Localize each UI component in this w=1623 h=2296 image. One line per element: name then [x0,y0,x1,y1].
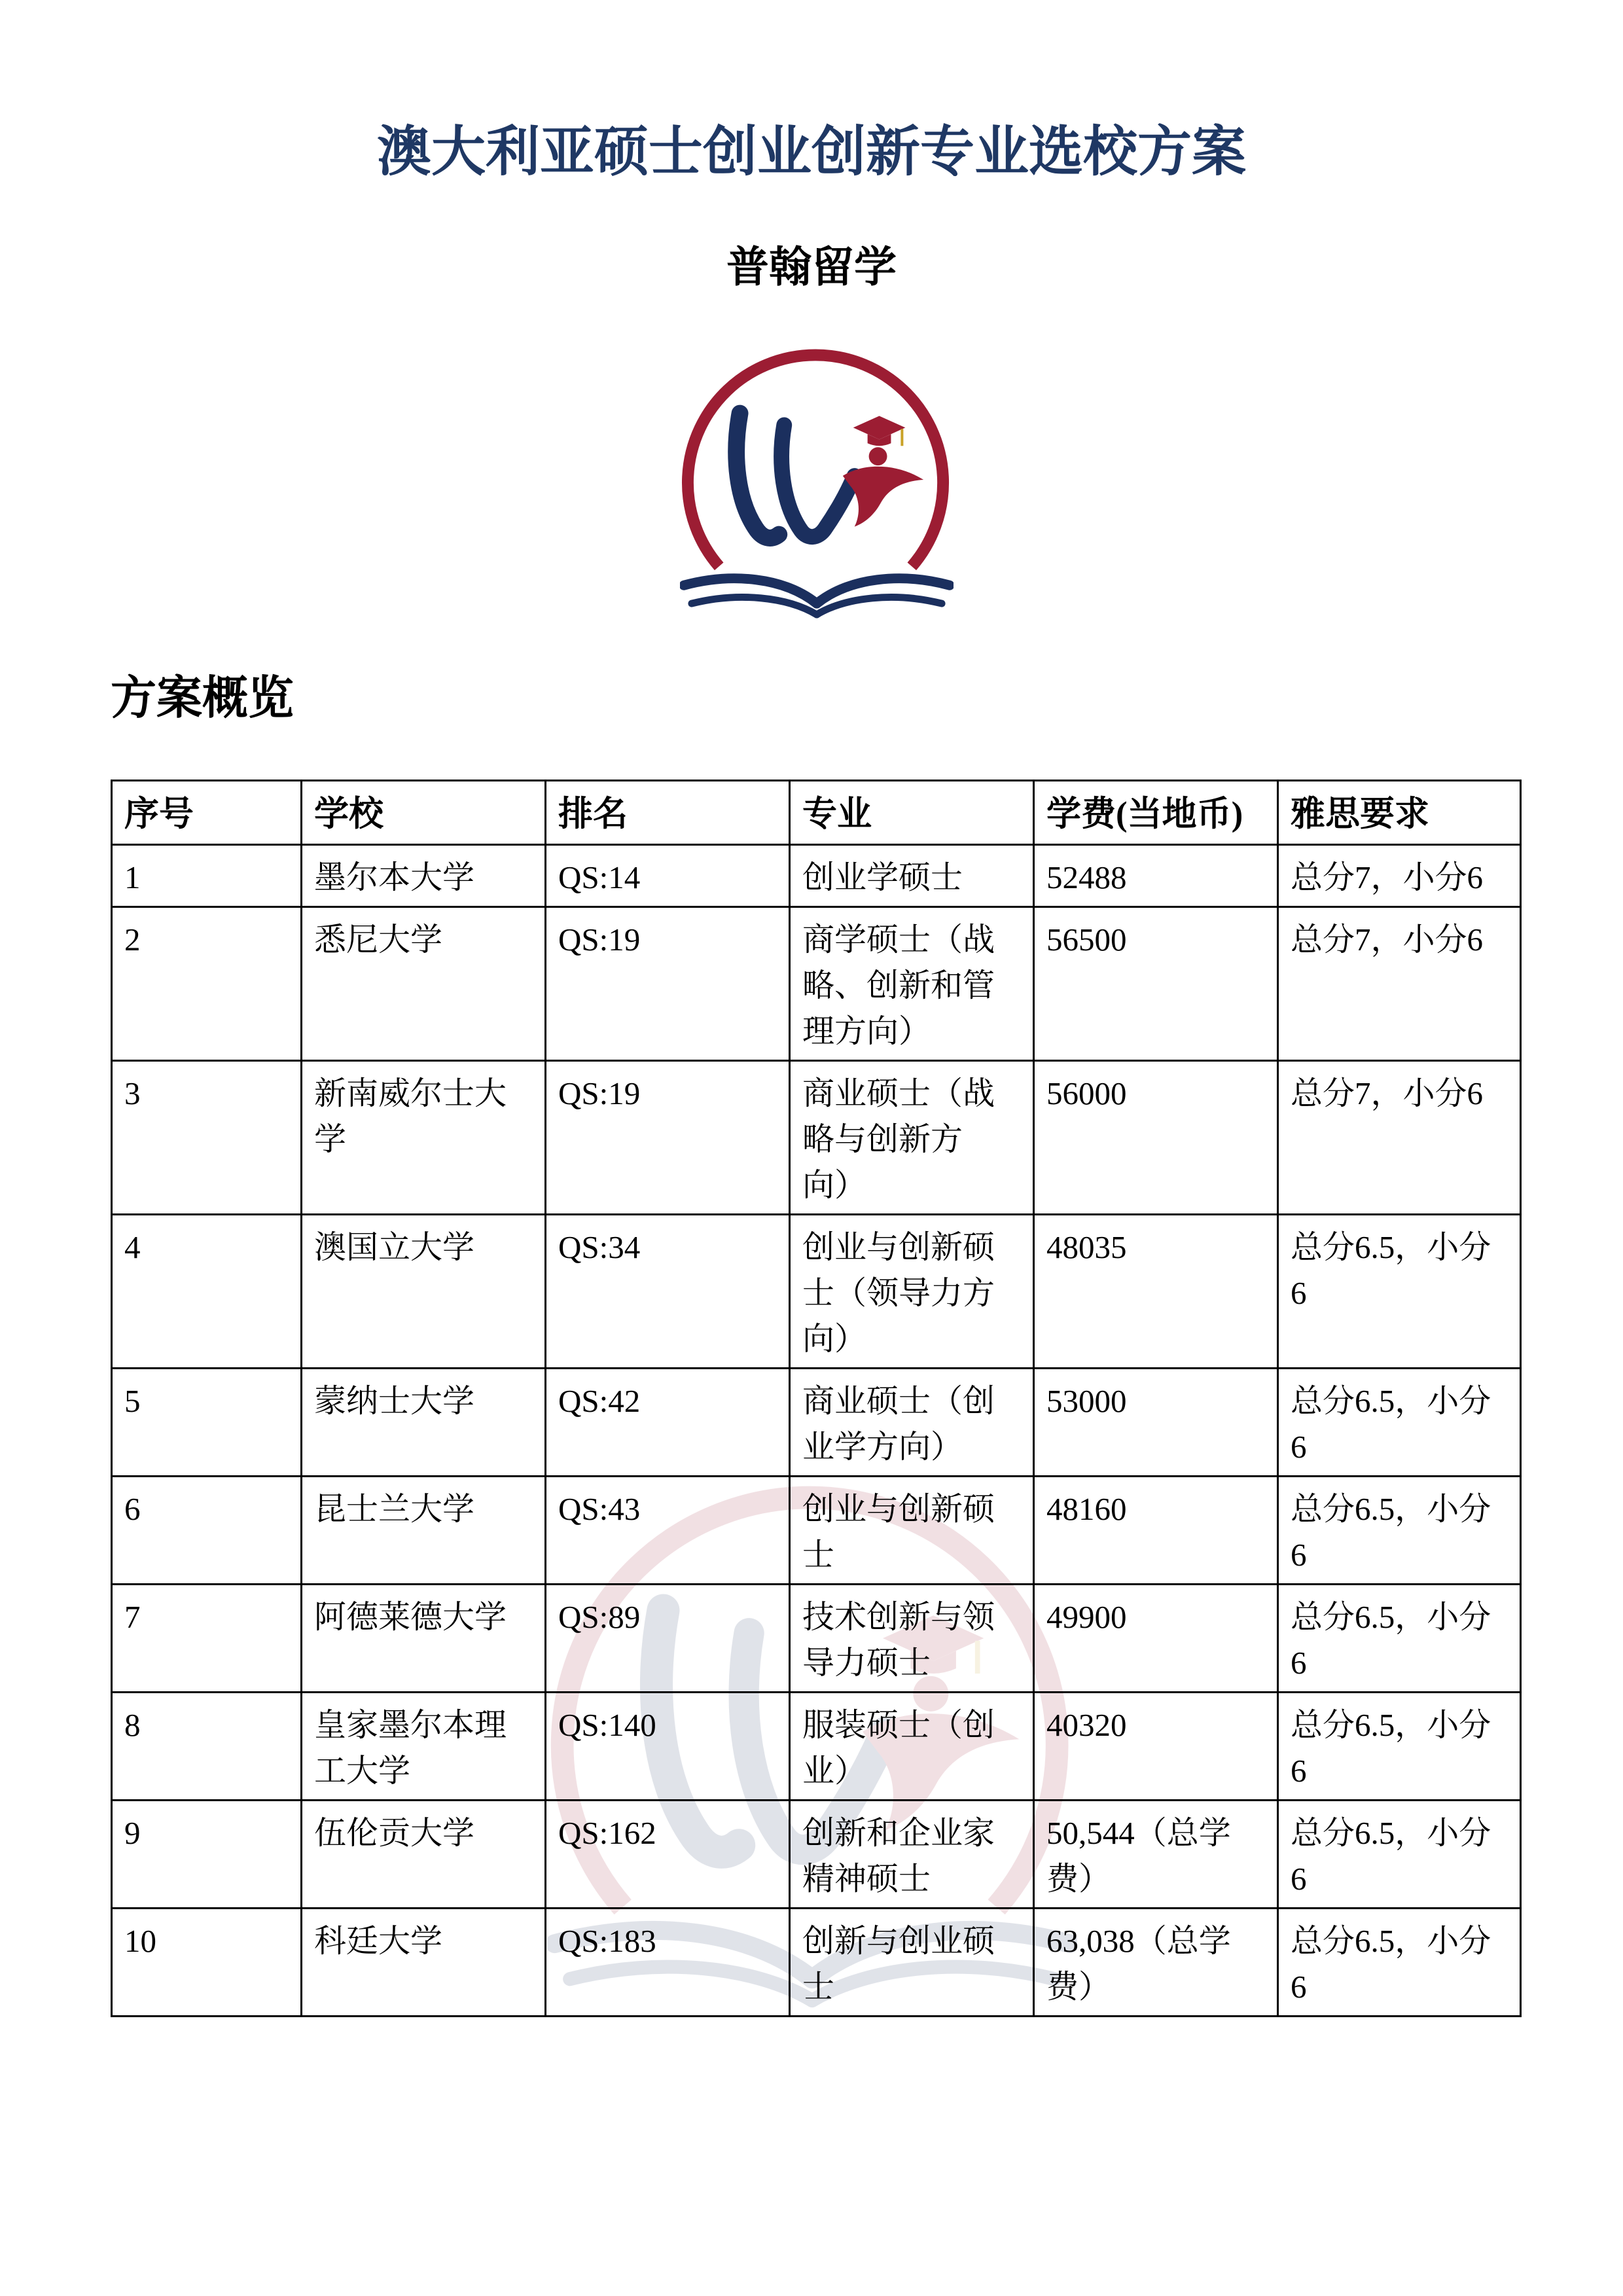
cell-ielts: 总分6.5，小分6 [1278,1909,1521,2017]
cell-index: 10 [112,1909,302,2017]
cell-index: 9 [112,1801,302,1909]
cell-tuition: 40320 [1034,1693,1278,1801]
cell-ranking: QS:19 [546,1061,790,1215]
cell-index: 2 [112,907,302,1061]
cell-school: 悉尼大学 [302,907,546,1061]
cell-school: 皇家墨尔本理工大学 [302,1693,546,1801]
cell-school: 阿德莱德大学 [302,1585,546,1693]
cell-index: 7 [112,1585,302,1693]
book-cover-right [817,598,942,615]
cell-school: 伍伦贡大学 [302,1801,546,1909]
cell-index: 3 [112,1061,302,1215]
cell-index: 6 [112,1477,302,1585]
cell-ielts: 总分7，小分6 [1278,845,1521,907]
cell-index: 5 [112,1369,302,1477]
cell-tuition: 48160 [1034,1477,1278,1585]
cell-ranking: QS:89 [546,1585,790,1693]
cell-ielts: 总分6.5，小分6 [1278,1215,1521,1369]
graduate-book-emblem-icon [680,346,954,619]
cell-ielts: 总分6.5，小分6 [1278,1477,1521,1585]
table-row [112,1801,1521,1909]
cell-ranking: QS:140 [546,1693,790,1801]
cell-program: 技术创新与领导力硕士 [790,1585,1034,1693]
cell-index: 8 [112,1693,302,1801]
cell-program: 服装硕士（创业） [790,1693,1034,1801]
document-title: 澳大利亚硕士创业创新专业选校方案 [377,122,1246,182]
graduation-cap-icon [853,416,906,439]
cell-index: 1 [112,845,302,907]
cell-tuition: 48035 [1034,1215,1278,1369]
cell-ielts: 总分7，小分6 [1278,1061,1521,1215]
graduate-figure-icon [843,416,923,526]
cell-ielts: 总分6.5，小分6 [1278,1369,1521,1477]
table-row [112,1369,1521,1477]
emblem-stroke-left [736,414,779,539]
cell-ranking: QS:183 [546,1909,790,2017]
cell-school: 澳国立大学 [302,1215,546,1369]
header-ielts: 雅思要求 [1278,781,1521,845]
header-school: 学校 [302,781,546,845]
cell-ranking: QS:34 [546,1215,790,1369]
cell-tuition: 49900 [1034,1585,1278,1693]
header-index: 序号 [112,781,302,845]
cell-program: 创新与创业硕士 [790,1909,1034,2017]
cell-school: 昆士兰大学 [302,1477,546,1585]
cell-program: 创新和企业家精神硕士 [790,1801,1034,1909]
cell-ranking: QS:43 [546,1477,790,1585]
cell-tuition: 53000 [1034,1369,1278,1477]
overview-table [111,780,1522,2017]
cell-ielts: 总分6.5，小分6 [1278,1801,1521,1909]
graduate-body [843,467,923,527]
cell-tuition: 52488 [1034,845,1278,907]
table-row [112,1477,1521,1585]
cell-tuition: 56500 [1034,907,1278,1061]
open-book-icon [684,579,950,615]
cell-ranking: QS:42 [546,1369,790,1477]
table-row [112,1585,1521,1693]
table-row [112,907,1521,1061]
table-row [112,845,1521,907]
cell-school: 科廷大学 [302,1909,546,2017]
cell-ielts: 总分6.5，小分6 [1278,1693,1521,1801]
cell-program: 创业与创新硕士 [790,1477,1034,1585]
cell-tuition: 63,038（总学费） [1034,1909,1278,2017]
header-program: 专业 [790,781,1034,845]
cell-tuition: 50,544（总学费） [1034,1801,1278,1909]
graduate-head [869,447,887,465]
cap-tassel [901,429,903,446]
table-header-row [112,781,1521,845]
document-subtitle: 普翰留学 [726,244,897,291]
table-row [112,1061,1521,1215]
cell-school: 墨尔本大学 [302,845,546,907]
cell-program: 商业硕士（战略与创新方向） [790,1061,1034,1215]
cell-ranking: QS:19 [546,907,790,1061]
cell-ranking: QS:14 [546,845,790,907]
cell-program: 创业学硕士 [790,845,1034,907]
cell-program: 商学硕士（战略、创新和管理方向） [790,907,1034,1061]
cell-index: 4 [112,1215,302,1369]
cell-school: 新南威尔士大学 [302,1061,546,1215]
cell-ranking: QS:162 [546,1801,790,1909]
table-row [112,1909,1521,2017]
table-row [112,1215,1521,1369]
cell-program: 商业硕士（创业学方向） [790,1369,1034,1477]
cell-ielts: 总分7，小分6 [1278,907,1521,1061]
header-tuition: 学费(当地币) [1034,781,1278,845]
emblem-stroke-right [781,425,855,537]
book-cover-left [692,598,817,615]
cell-tuition: 56000 [1034,1061,1278,1215]
header-ranking: 排名 [546,781,790,845]
section-heading: 方案概览 [111,673,294,724]
cell-ielts: 总分6.5，小分6 [1278,1585,1521,1693]
cell-program: 创业与创新硕士（领导力方向） [790,1215,1034,1369]
cell-school: 蒙纳士大学 [302,1369,546,1477]
table-row [112,1693,1521,1801]
